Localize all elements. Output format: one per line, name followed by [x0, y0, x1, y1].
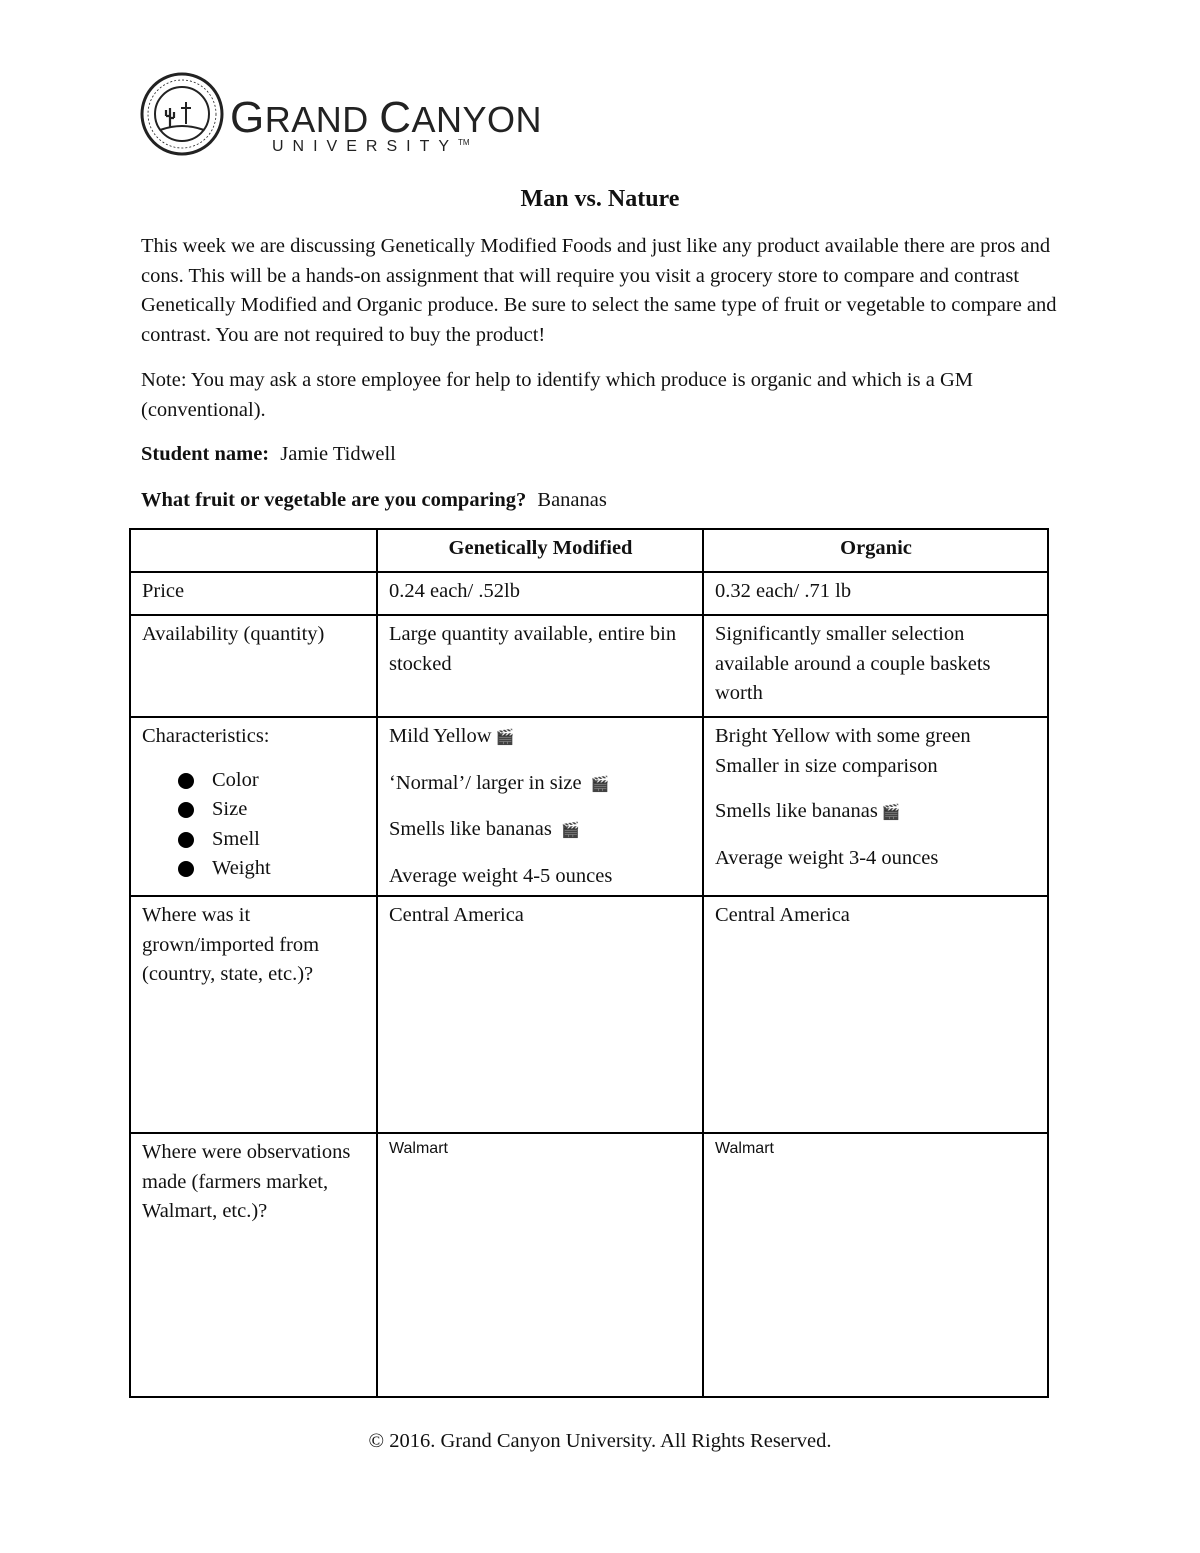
student-name-label: Student name: [141, 443, 270, 465]
comparing-value: Bananas [537, 489, 607, 511]
bullet-icon [178, 832, 194, 848]
header-genetically-modified: Genetically Modified [377, 529, 703, 572]
student-name-value: Jamie Tidwell [280, 443, 396, 465]
university-seal-icon [140, 72, 224, 156]
bullet-icon [178, 802, 194, 818]
clapperboard-icon: 🎬 [590, 774, 610, 793]
organic-cell [703, 717, 1048, 896]
comparison-table [129, 528, 1049, 1398]
organic-smell: Smells like bananas 🎬 [715, 800, 901, 822]
university-logo [140, 72, 560, 162]
gm-cell: Walmart [377, 1133, 703, 1397]
organic-size: Smaller in size comparison [715, 754, 938, 777]
table-row-characteristics [130, 717, 1048, 896]
clapperboard-icon: 🎬 [495, 728, 515, 746]
organic-cell: Walmart [703, 1133, 1048, 1397]
list-item: Smell [178, 825, 366, 855]
header-organic: Organic [703, 529, 1048, 572]
gm-size: ‘Normal’/ larger in size 🎬 [389, 771, 610, 794]
clapperboard-icon: 🎬 [560, 821, 580, 839]
clapperboard-icon: 🎬 [881, 803, 901, 821]
gm-cell: Central America [377, 896, 703, 1133]
comparing-field [141, 486, 607, 515]
organic-cell: Central America [703, 896, 1048, 1133]
row-label: Price [130, 572, 377, 615]
table-row-origin [130, 896, 1048, 1133]
row-label: Where was it grown/imported from (country, state, etc.)? [130, 896, 377, 1133]
gm-weight: Average weight 4-5 ounces [389, 864, 613, 887]
bullet-icon [178, 861, 194, 877]
list-item: Color [178, 766, 366, 796]
organic-cell: 0.32 each/ .71 lb [703, 572, 1048, 615]
note-paragraph: Note: You may ask a store employee for help to identify which produce is organic and which is a GM (conventional). [141, 369, 973, 421]
organic-weight: Average weight 3-4 ounces [715, 846, 939, 869]
gm-cell [377, 717, 703, 896]
organic-color: Bright Yellow with some green [715, 725, 971, 747]
table-header-row [130, 529, 1048, 572]
table-row-availability [130, 615, 1048, 717]
list-item: Size [178, 795, 366, 825]
page-title: Man vs. Nature [520, 186, 680, 212]
logo-wordmark: GRAND CANYON [230, 93, 543, 142]
comparing-label: What fruit or vegetable are you comparing? [141, 489, 527, 511]
row-label: Characteristics: [142, 725, 270, 747]
table-row-price [130, 572, 1048, 615]
table-row-observations [130, 1133, 1048, 1397]
copyright-footer: © 2016. Grand Canyon University. All Rights Reserved. [368, 1430, 832, 1452]
row-label: Where were observations made (farmers market, Walmart, etc.)? [130, 1133, 377, 1397]
characteristics-list [142, 766, 366, 884]
organic-cell: Significantly smaller selection available around a couple baskets worth [703, 615, 1048, 717]
student-name-field [141, 440, 396, 469]
gm-cell: 0.24 each/ .52lb [377, 572, 703, 615]
intro-paragraph: This week we are discussing Genetically Modified Foods and just like any product available there are pros and cons. This will be a hands-on assignment that will require you visit a grocery store to compare and contrast Genetically Modified and Organic produce. Be sure to select the same type of fruit or vegetable to compare and contrast. You are not required to buy the product! [141, 235, 1057, 346]
header-empty [130, 529, 377, 572]
list-item: Weight [178, 854, 366, 884]
bullet-icon [178, 773, 194, 789]
gm-smell: Smells like bananas 🎬 [389, 818, 580, 840]
gm-cell: Large quantity available, entire bin stocked [377, 615, 703, 717]
gm-color: Mild Yellow 🎬 [389, 725, 515, 747]
row-label-cell [130, 717, 377, 896]
logo-subtitle: UNIVERSITY™ [272, 138, 470, 155]
row-label: Availability (quantity) [130, 615, 377, 717]
